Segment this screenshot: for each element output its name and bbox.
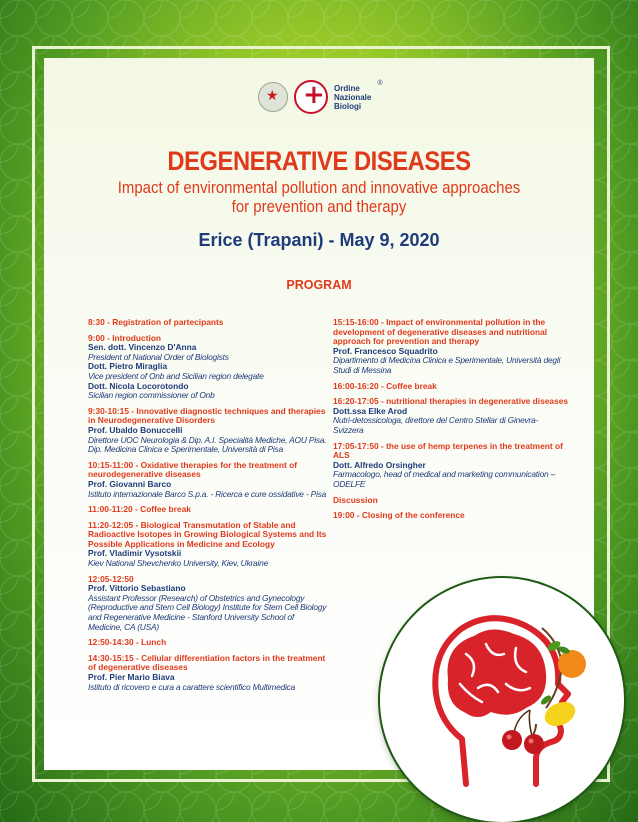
program-item xyxy=(333,397,569,435)
program-item-title: 12:05-12:50 xyxy=(88,573,134,584)
program-item-title: 19:00 - Closing of the conference xyxy=(333,510,465,521)
program-item xyxy=(333,442,569,490)
page-title: DEGENERATIVE DISEASES xyxy=(167,146,471,176)
event-dateline: Erice (Trapani) - May 9, 2020 xyxy=(198,230,440,250)
speaker-affiliation: Kiev National Shevchenko University, Kiev, Ukraine xyxy=(88,558,269,569)
program-item xyxy=(88,638,328,648)
program-item-title: 12:50-14:30 - Lunch xyxy=(88,637,167,648)
logo-group xyxy=(258,80,383,114)
program-item xyxy=(88,318,328,328)
program-item-title: 15:15-16:00 - Impact of environmental pollution in the development of degenerative diseases and nutritional approach for prevention and therapy xyxy=(333,317,548,347)
speaker-affiliation: Istituto internazionale Barco S.p.a. - Ricerca e cure ossidative - Pisa xyxy=(88,488,327,499)
program-item-title: 17:05-17:50 - the use of hemp terpenes in the treatment of ALS xyxy=(333,440,563,461)
onb-logo-icon xyxy=(294,80,328,114)
speaker-affiliation: Farmacologo, head of medical and marketing communication – ODELFE xyxy=(333,469,556,489)
speaker-affiliation: Dipartimento di Medicina Clinica e Sperimentale, Università degli Studi di Messina xyxy=(333,355,561,375)
program-item-title: 9:00 - Introduction xyxy=(88,332,162,343)
speaker-affiliation: Vice president of Onb and Sicilian region delegate xyxy=(88,370,264,381)
head-brain-fruit-icon xyxy=(386,584,618,816)
speaker-name: Dott. Alfredo Orsingher xyxy=(333,459,426,470)
org-name-line3: Biologi xyxy=(334,101,362,111)
program-item-title: 16:00-16:20 - Coffee break xyxy=(333,380,437,391)
subtitle-line2: for prevention and therapy xyxy=(231,197,407,216)
brain-illustration-circle xyxy=(380,578,624,822)
program-item-title: 10:15-11:00 - Oxidative therapies for the treatment of neurodegenerative diseases xyxy=(88,459,297,480)
italian-republic-emblem-icon xyxy=(258,82,288,112)
program-item xyxy=(333,511,569,521)
program-item xyxy=(88,334,328,401)
speaker-name: Prof. Giovanni Barco xyxy=(88,478,172,489)
program-item-title: 8:30 - Registration of partecipants xyxy=(88,317,224,327)
program-right-column xyxy=(333,318,569,527)
speaker-affiliation: Istituto di ricovero e cura a carattere scientifico Multimedica xyxy=(88,681,296,692)
program-item-title: 11:20-12:05 - Biological Transmutation of Stable and Radioactive Isotopes in Growing Biological Systems and Its Possible Applications in Medicine and Ecology xyxy=(88,519,327,549)
program-item xyxy=(333,318,569,376)
program-item xyxy=(88,505,328,515)
program-item xyxy=(333,382,569,392)
program-item xyxy=(88,575,328,633)
speaker-affiliation: Sicilian region commissioner of Onb xyxy=(88,390,215,401)
program-heading: PROGRAM xyxy=(286,278,352,292)
program-item-title: Discussion xyxy=(333,494,378,505)
org-name-line1: Ordine xyxy=(334,83,360,93)
onb-logo-text xyxy=(334,84,371,111)
speaker-name: Sen. dott. Vincenzo D'Anna xyxy=(88,342,197,353)
org-name-line2: Nazionale xyxy=(334,92,372,102)
program-item xyxy=(333,496,569,506)
program-item xyxy=(88,521,328,569)
speaker-name: Prof. Vladimir Vysotskii xyxy=(88,548,182,559)
speaker-name: Dott.ssa Elke Arod xyxy=(333,405,408,416)
speaker-affiliation: Nutri-detossicologa, direttore del Centro Stellar di Ginevra- Svizzera xyxy=(333,415,539,435)
speaker-name: Prof. Vittorio Sebastiano xyxy=(88,583,186,594)
program-item-title: 11:00-11:20 - Coffee break xyxy=(88,504,191,515)
program-item xyxy=(88,407,328,455)
speaker-name: Dott. Pietro Miraglia xyxy=(88,361,168,372)
page-subtitle xyxy=(38,178,599,216)
speaker-affiliation: President of National Order of Biologists xyxy=(88,351,229,362)
speaker-name: Dott. Nicola Locorotondo xyxy=(88,380,189,391)
speaker-affiliation: Assistant Professor (Research) of Obstetrics and Gynecology (Reproductive and Stem Cell Biology) Institute for Stem Cell Biology and Regenerative Medicine - Stanford University School of Medicine, CA (USA) xyxy=(88,592,327,632)
speaker-name: Prof. Ubaldo Bonuccelli xyxy=(88,424,183,435)
program-item xyxy=(88,461,328,499)
program-item xyxy=(88,654,328,692)
program-left-column xyxy=(88,318,328,698)
program-item-title: 9:30-10:15 - Innovative diagnostic techniques and therapies in Neurodegenerative Disorders xyxy=(88,405,326,426)
speaker-name: Prof. Pier Mario Biava xyxy=(88,672,175,682)
program-item-title: 14:30-15:15 - Cellular differentiation factors in the treatment of degenerative diseases xyxy=(88,652,326,673)
speaker-affiliation: Direttore UOC Neurologia & Dip. A.I. Specialità Mediche, AOU Pisa. Dip. Medicina Clinica e Sperimentale, Università di Pisa xyxy=(88,434,327,455)
speaker-name: Prof. Francesco Squadrito xyxy=(333,345,438,356)
registered-mark: ® xyxy=(377,80,383,87)
subtitle-line1: Impact of environmental pollution and innovative approaches xyxy=(117,178,521,197)
program-item-title: 16:20-17:05 - nutritional therapies in degenerative diseases xyxy=(333,396,569,407)
